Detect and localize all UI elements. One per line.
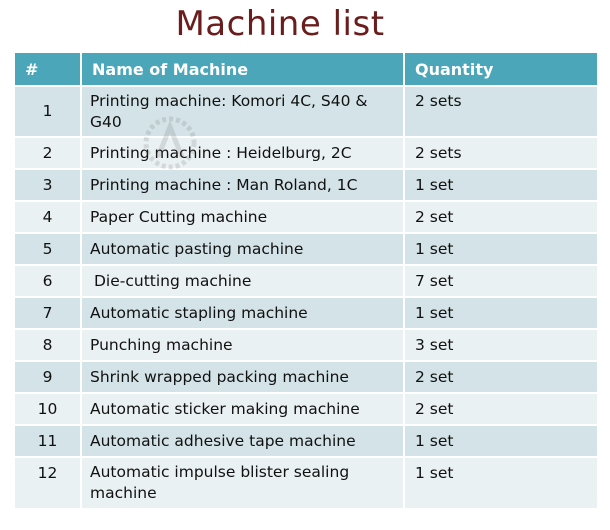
row-quantity: 2 set <box>404 201 598 233</box>
table-row <box>15 393 598 425</box>
table-row <box>15 265 598 297</box>
row-machine-name: Automatic pasting machine <box>81 233 404 265</box>
row-quantity: 2 set <box>404 361 598 393</box>
row-quantity: 1 set <box>404 425 598 457</box>
row-machine-name: Printing machine : Man Roland, 1C <box>81 169 404 201</box>
row-machine-name: Shrink wrapped packing machine <box>81 361 404 393</box>
row-number: 7 <box>15 297 81 329</box>
row-machine-name: Automatic impulse blister sealing machine <box>81 457 404 509</box>
header-number: # <box>15 53 81 86</box>
table-row <box>15 457 598 509</box>
table-header-row <box>15 53 598 86</box>
row-number: 1 <box>15 86 81 137</box>
row-quantity: 2 sets <box>404 137 598 169</box>
row-quantity: 2 sets <box>404 86 598 137</box>
row-machine-name: Automatic stapling machine <box>81 297 404 329</box>
row-machine-name: Printing machine : Heidelburg, 2C <box>81 137 404 169</box>
row-quantity: 3 set <box>404 329 598 361</box>
table-row <box>15 86 598 137</box>
row-quantity: 7 set <box>404 265 598 297</box>
table-row <box>15 329 598 361</box>
row-machine-name: Automatic sticker making machine <box>81 393 404 425</box>
row-quantity: 2 set <box>404 393 598 425</box>
row-number: 4 <box>15 201 81 233</box>
row-quantity: 1 set <box>404 297 598 329</box>
row-quantity: 1 set <box>404 169 598 201</box>
row-number: 10 <box>15 393 81 425</box>
row-number: 12 <box>15 457 81 509</box>
row-machine-name: Automatic adhesive tape machine <box>81 425 404 457</box>
header-machine-name: Name of Machine <box>81 53 404 86</box>
row-machine-name: Paper Cutting machine <box>81 201 404 233</box>
row-number: 8 <box>15 329 81 361</box>
table-row <box>15 361 598 393</box>
table-row <box>15 137 598 169</box>
header-quantity: Quantity <box>404 53 598 86</box>
table-row <box>15 297 598 329</box>
table-row <box>15 201 598 233</box>
row-number: 9 <box>15 361 81 393</box>
row-quantity: 1 set <box>404 233 598 265</box>
row-quantity: 1 set <box>404 457 598 509</box>
row-number: 2 <box>15 137 81 169</box>
page-title: Machine list <box>175 4 385 44</box>
row-number: 5 <box>15 233 81 265</box>
row-machine-name: Punching machine <box>81 329 404 361</box>
row-number: 6 <box>15 265 81 297</box>
machine-table <box>15 53 599 510</box>
row-number: 11 <box>15 425 81 457</box>
table-row <box>15 233 598 265</box>
row-machine-name: Die-cutting machine <box>81 265 404 297</box>
row-number: 3 <box>15 169 81 201</box>
table-row <box>15 425 598 457</box>
table-row <box>15 169 598 201</box>
row-machine-name: Printing machine: Komori 4C, S40 & G40 <box>81 86 404 137</box>
